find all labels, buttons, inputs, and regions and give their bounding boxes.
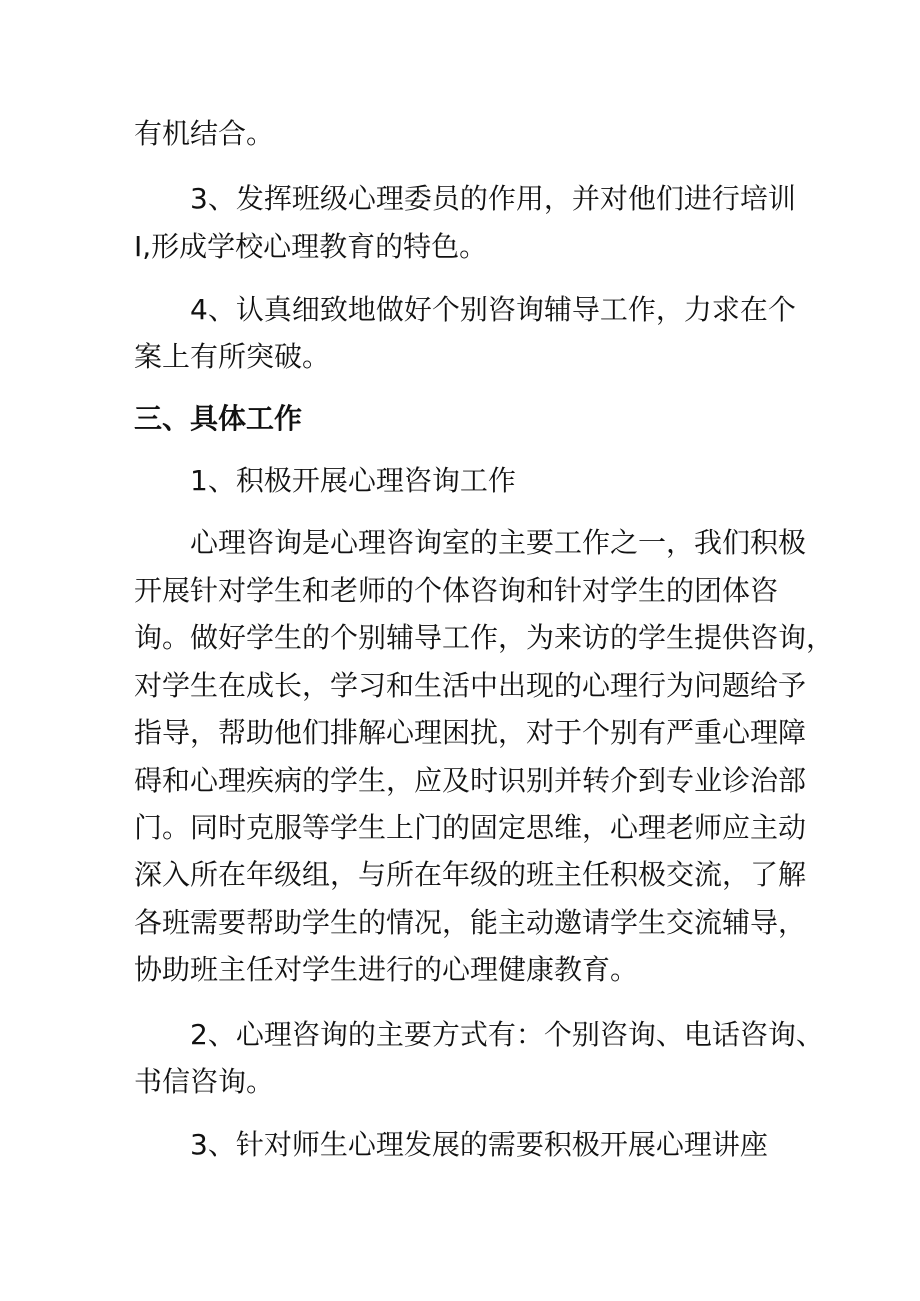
list-item-4-line-1: 4、认真细致地做好个别咨询辅导工作，力求在个 <box>190 293 796 326</box>
body-paragraph-line: 开展针对学生和老师的个体咨询和针对学生的团体咨 <box>134 574 779 607</box>
body-paragraph-line: 心理咨询是心理咨询室的主要工作之一，我们积极 <box>190 526 807 559</box>
list-item-3-line-2: I,形成学校心理教育的特色。 <box>134 230 488 263</box>
body-paragraph-line: 对学生在成长，学习和生活中出现的心理行为问题给予 <box>134 669 807 702</box>
list-item-2-line-2: 书信咨询。 <box>134 1065 275 1098</box>
section-heading: 三、具体工作 <box>134 402 303 435</box>
list-item-2-line-1: 2、心理咨询的主要方式有：个别咨询、电话咨询、 <box>190 1018 824 1051</box>
body-paragraph-line: 询。做好学生的个别辅导工作，为来访的学生提供咨询， <box>134 621 835 654</box>
list-item-3-line-1: 3、发挥班级心理委员的作用，并对他们进行培训 <box>190 182 796 215</box>
subheading-item-1: 1、积极开展心理咨询工作 <box>190 464 516 497</box>
body-paragraph-line: 碍和心理疾病的学生，应及时识别并转介到专业诊治部 <box>134 764 807 797</box>
paragraph-line: 有机结合。 <box>134 117 275 150</box>
body-paragraph-line: 各班需要帮助学生的情况，能主动邀请学生交流辅导， <box>134 906 807 939</box>
body-paragraph-line: 门。同时克服等学生上门的固定思维，心理老师应主动 <box>134 811 807 844</box>
list-item-3b-line-1: 3、针对师生心理发展的需要积极开展心理讲座 <box>190 1128 768 1161</box>
body-paragraph-line: 深入所在年级组，与所在年级的班主任积极交流，了解 <box>134 858 807 891</box>
body-paragraph-line: 协助班主任对学生进行的心理健康教育。 <box>134 953 639 986</box>
body-paragraph-line: 指导，帮助他们排解心理困扰，对于个别有严重心理障 <box>134 716 807 749</box>
list-item-4-line-2: 案上有所突破。 <box>134 340 331 373</box>
